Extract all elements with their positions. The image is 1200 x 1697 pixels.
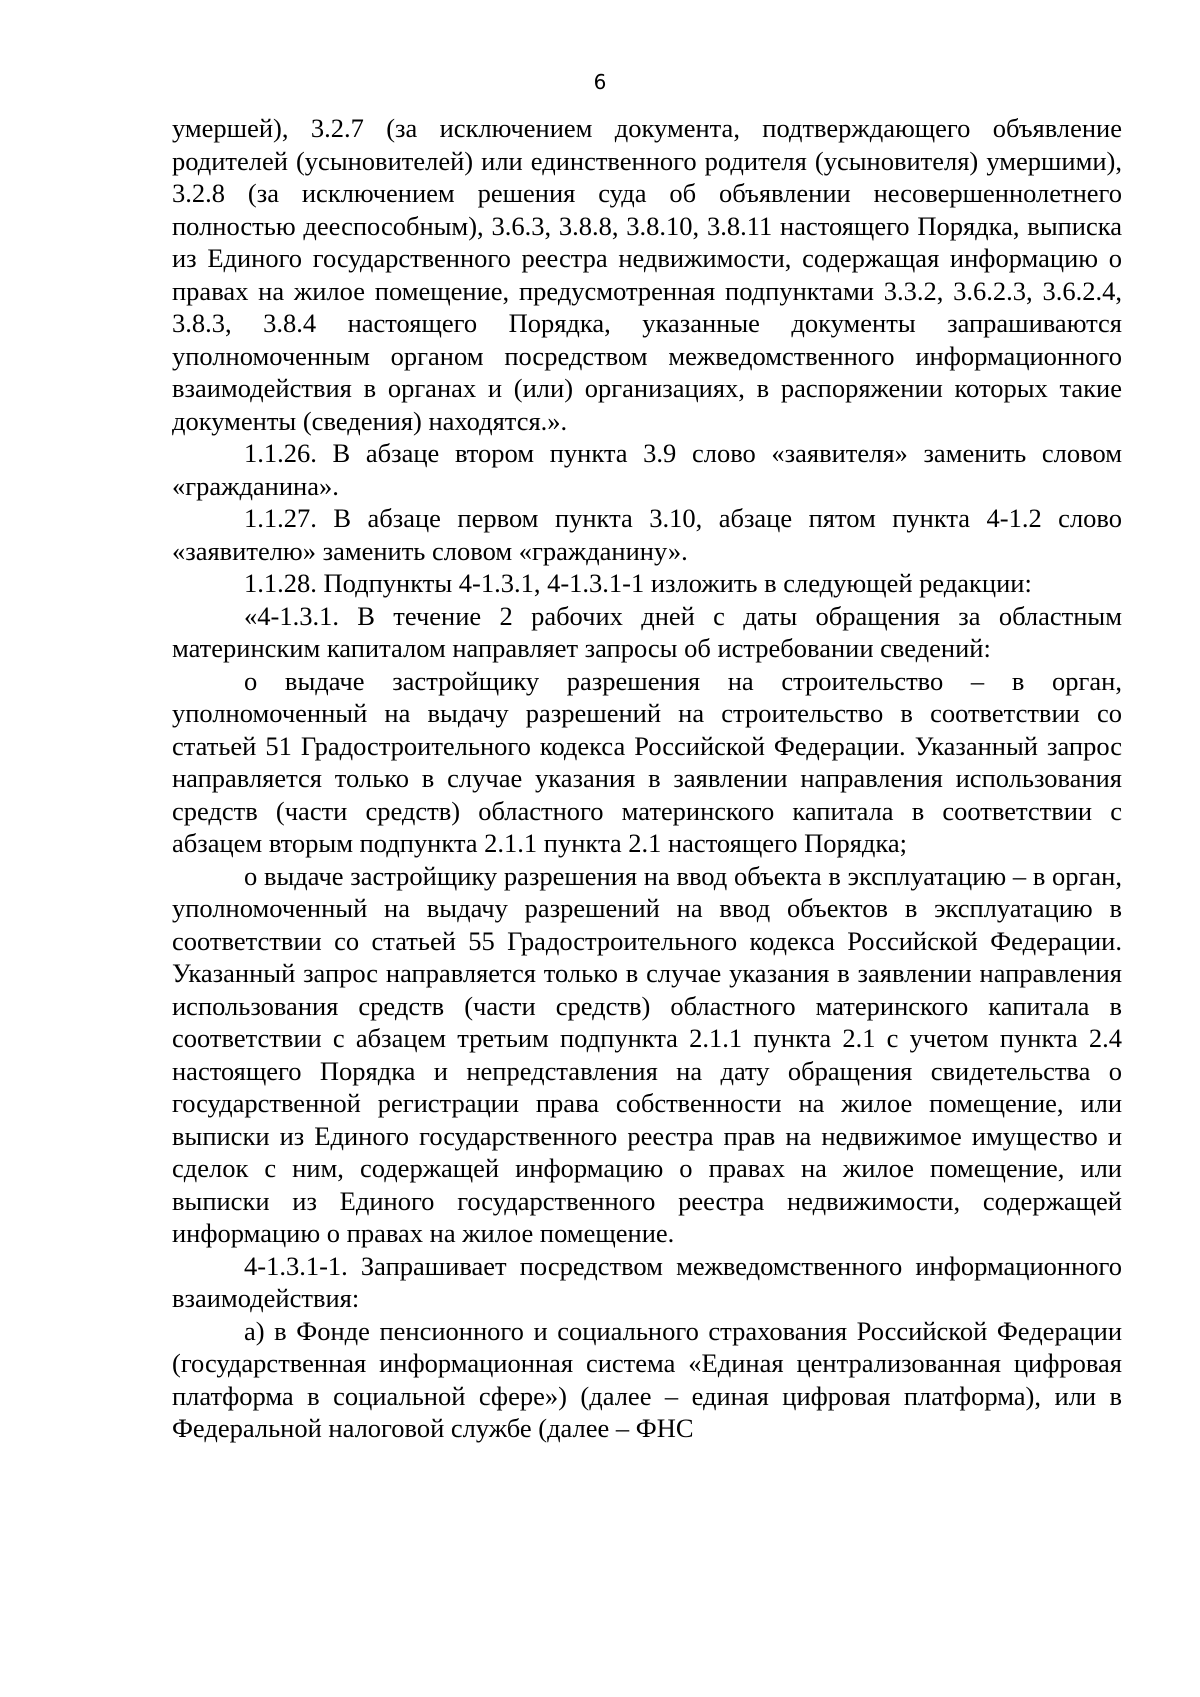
paragraph-commissioning-permit: о выдаче застройщику разрешения на ввод объекта в эксплуатацию – в орган, уполномоченный на выдачу разрешений на ввод объектов в эксплуатацию в соответствии со статьей 55 Градостроительного кодекса Российской Федерации. Указанный запрос направляется только в случае указания в заявлении направления использования средств (части средств) областного материнского капитала в соответствии с абзацем третьим подпункта 2.1.1 пункта 2.1 с учетом пункта 2.4 настоящего Порядка и непредставления на дату обращения свидетельства о государственной регистрации права собственности на жилое помещение, или выписки из Единого государственного реестра прав на недвижимое имущество и сделок с ним, содержащей информацию о правах на жилое помещение, или выписки из Единого государственного реестра недвижимости, содержащей информацию о правах на жилое помещение. — [172, 860, 1122, 1248]
paragraph-4-1-3-1: «4-1.3.1. В течение 2 рабочих дней с даты обращения за областным материнским капиталом направляет запросы об истребовании сведений: — [172, 600, 1122, 663]
paragraph-4-1-3-1-1: 4-1.3.1-1. Запрашивает посредством межведомственного информационного взаимодействия: — [172, 1250, 1122, 1313]
document-body — [172, 112, 1122, 1445]
paragraph-1-1-27: 1.1.27. В абзаце первом пункта 3.10, абзаце пятом пункта 4-1.2 слово «заявителю» заменить словом «гражданину». — [172, 503, 1122, 566]
paragraph-item-a: а) в Фонде пенсионного и социального страхования Российской Федерации (государственная информационная система «Единая централизованная цифровая платформа в социальной сфере») (далее – единая цифровая платформа), или в Федеральной налоговой службе (далее – ФНС — [172, 1315, 1122, 1443]
paragraph-construction-permit: о выдаче застройщику разрешения на строительство – в орган, уполномоченный на выдачу разрешений на строительство в соответствии со статьей 51 Градостроительного кодекса Российской Федерации. Указанный запрос направляется только в случае указания в заявлении направления использования средств (части средств) областного материнского капитала в соответствии с абзацем вторым подпункта 2.1.1 пункта 2.1 настоящего Порядка; — [172, 665, 1122, 858]
paragraph-1-1-26: 1.1.26. В абзаце втором пункта 3.9 слово «заявителя» заменить словом «гражданина». — [172, 438, 1122, 501]
page-number: 6 — [593, 70, 607, 94]
paragraph-1-1-28: 1.1.28. Подпункты 4-1.3.1, 4-1.3.1-1 изложить в следующей редакции: — [244, 568, 1032, 598]
paragraph-continuation: умершей), 3.2.7 (за исключением документа, подтверждающего объявление родителей (усыновителей) или единственного родителя (усыновителя) умершими), 3.2.8 (за исключением решения суда об объявлении несовершеннолетнего полностью дееспособным), 3.6.3, 3.8.8, 3.8.10, 3.8.11 настоящего Порядка, выписка из Единого государственного реестра недвижимости, содержащая информацию о правах на жилое помещение, предусмотренная подпунктами 3.3.2, 3.6.2.3, 3.6.2.4, 3.8.3, 3.8.4 настоящего Порядка, указанные документы запрашиваются уполномоченным органом посредством межведомственного информационного взаимодействия в органах и (или) организациях, в распоряжении которых такие документы (сведения) находятся.». — [172, 113, 1122, 436]
